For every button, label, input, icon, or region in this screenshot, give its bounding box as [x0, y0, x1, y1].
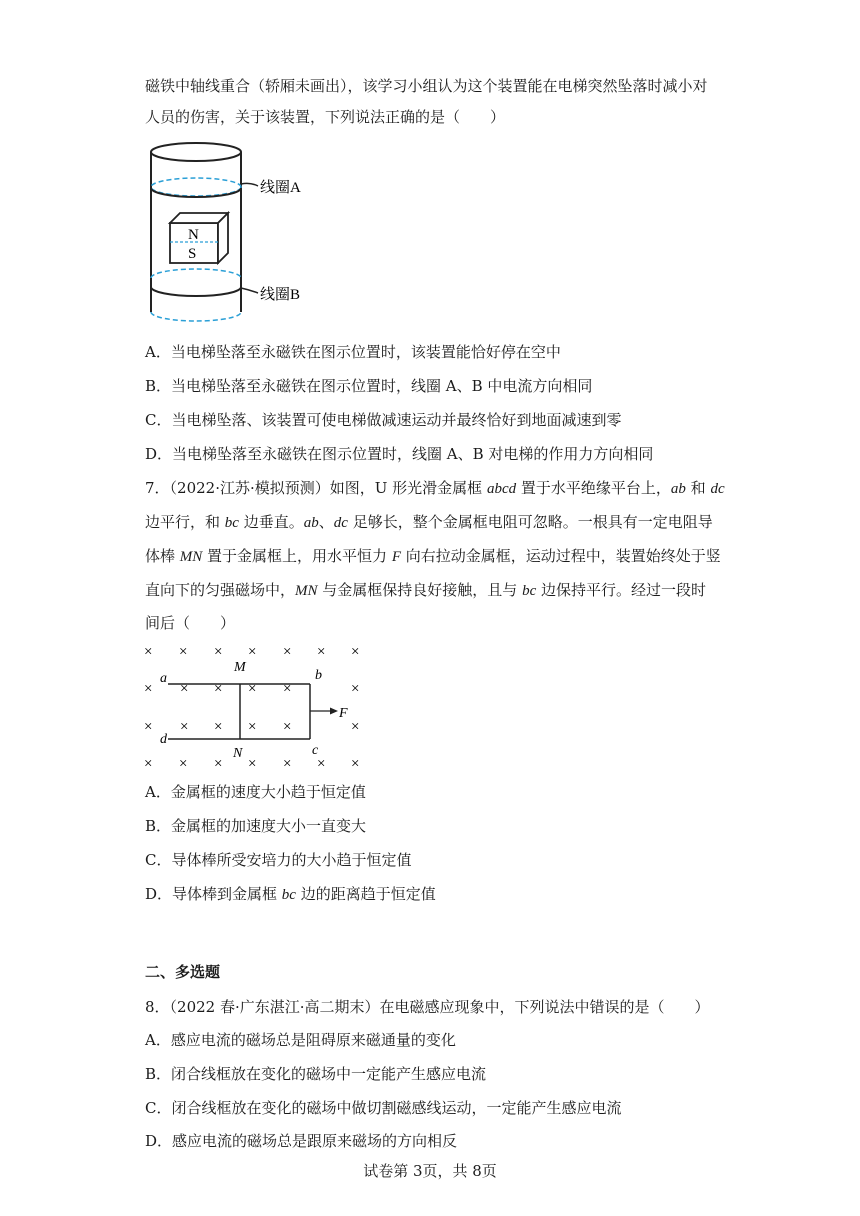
u-frame-figure — [138, 640, 378, 772]
field-cross: × — [144, 644, 153, 660]
option-a: A．金属框的速度大小趋于恒定值 — [145, 783, 366, 801]
field-cross: × — [248, 644, 257, 660]
option-d: D．导体棒到金属框 bc 边的距离趋于恒定值 — [145, 885, 436, 903]
option-c: C．闭合线框放在变化的磁场中做切割磁感线运动，一定能产生感应电流 — [145, 1099, 622, 1117]
field-cross: × — [248, 756, 257, 772]
option-b: B．闭合线框放在变化的磁场中一定能产生感应电流 — [145, 1065, 487, 1083]
field-cross: × — [179, 756, 188, 772]
magnet-s-label: S — [188, 246, 197, 262]
field-cross: × — [144, 681, 153, 697]
field-cross: × — [317, 756, 326, 772]
label-c: c — [312, 743, 319, 758]
option-b: B．金属框的加速度大小一直变大 — [145, 817, 367, 835]
coil-b-label: 线圈B — [260, 287, 301, 303]
field-cross: × — [351, 681, 360, 697]
question-stem-line: 8．（2022 春·广东湛江·高二期末）在电磁感应现象中，下列说法中错误的是（ ） — [145, 998, 710, 1016]
question-stem-line: 直向下的匀强磁场中，MN 与金属框保持良好接触，且与 bc 边保持平行。经过一段时 — [145, 581, 707, 599]
field-cross: × — [214, 756, 223, 772]
option-d: D．感应电流的磁场总是跟原来磁场的方向相反 — [145, 1132, 458, 1150]
label-b: b — [315, 668, 322, 683]
field-cross: × — [214, 681, 223, 697]
option-c: C．当电梯坠落、该装置可使电梯做减速运动并最终恰好到地面减速到零 — [145, 411, 622, 429]
field-cross: × — [179, 644, 188, 660]
label-a: a — [160, 671, 167, 686]
field-cross: × — [283, 644, 292, 660]
field-cross: × — [283, 756, 292, 772]
question-stem-line: 人员的伤害，关于该装置，下列说法正确的是（ ） — [145, 108, 506, 126]
question-stem-line: 7．（2022·江苏·模拟预测）如图，U 形光滑金属框 abcd 置于水平绝缘平台上，ab 和 dc — [145, 479, 725, 497]
label-n: N — [233, 746, 243, 761]
label-d: d — [160, 732, 167, 747]
field-cross: × — [180, 719, 189, 735]
option-d: D．当电梯坠落至永磁铁在图示位置时，线圈 A、B 对电梯的作用力方向相同 — [145, 445, 654, 463]
field-cross: × — [351, 644, 360, 660]
field-cross: × — [283, 681, 292, 697]
option-a: A．感应电流的磁场总是阻碍原来磁通量的变化 — [145, 1031, 456, 1049]
label-f: F — [339, 706, 348, 721]
field-cross: × — [144, 756, 153, 772]
question-stem-line: 体棒 MN 置于金属框上，用水平恒力 F 向右拉动金属框，运动过程中，装置始终处于竖 — [145, 547, 721, 565]
page-footer: 试卷第 3页，共 8页 — [363, 1162, 497, 1180]
magnet-n-label: N — [188, 227, 199, 243]
option-a: A．当电梯坠落至永磁铁在图示位置时，该装置能恰好停在空中 — [145, 343, 561, 361]
field-cross: × — [283, 719, 292, 735]
question-stem-line: 磁铁中轴线重合（轿厢未画出），该学习小组认为这个装置能在电梯突然坠落时减小对 — [145, 77, 708, 95]
field-cross: × — [180, 681, 189, 697]
field-cross: × — [214, 644, 223, 660]
field-cross: × — [248, 681, 257, 697]
field-cross: × — [248, 719, 257, 735]
magnet-cube — [170, 213, 228, 263]
field-cross: × — [351, 756, 360, 772]
field-cross: × — [144, 719, 153, 735]
field-cross: × — [351, 719, 360, 735]
option-c: C．导体棒所受安培力的大小趋于恒定值 — [145, 851, 412, 869]
section-heading: 二、多选题 — [145, 963, 221, 981]
field-cross: × — [317, 644, 326, 660]
option-b: B．当电梯坠落至永磁铁在图示位置时，线圈 A、B 中电流方向相同 — [145, 377, 593, 395]
coil-a-label: 线圈A — [260, 180, 301, 196]
label-m: M — [234, 660, 246, 675]
elevator-coil-figure — [140, 138, 320, 330]
question-stem-line: 边平行，和 bc 边垂直。ab、dc 足够长，整个金属框电阻可忽略。一根具有一定电阻导 — [145, 513, 713, 531]
field-cross: × — [214, 719, 223, 735]
force-arrow — [330, 708, 338, 715]
question-stem-line: 间后（ ） — [145, 614, 236, 632]
